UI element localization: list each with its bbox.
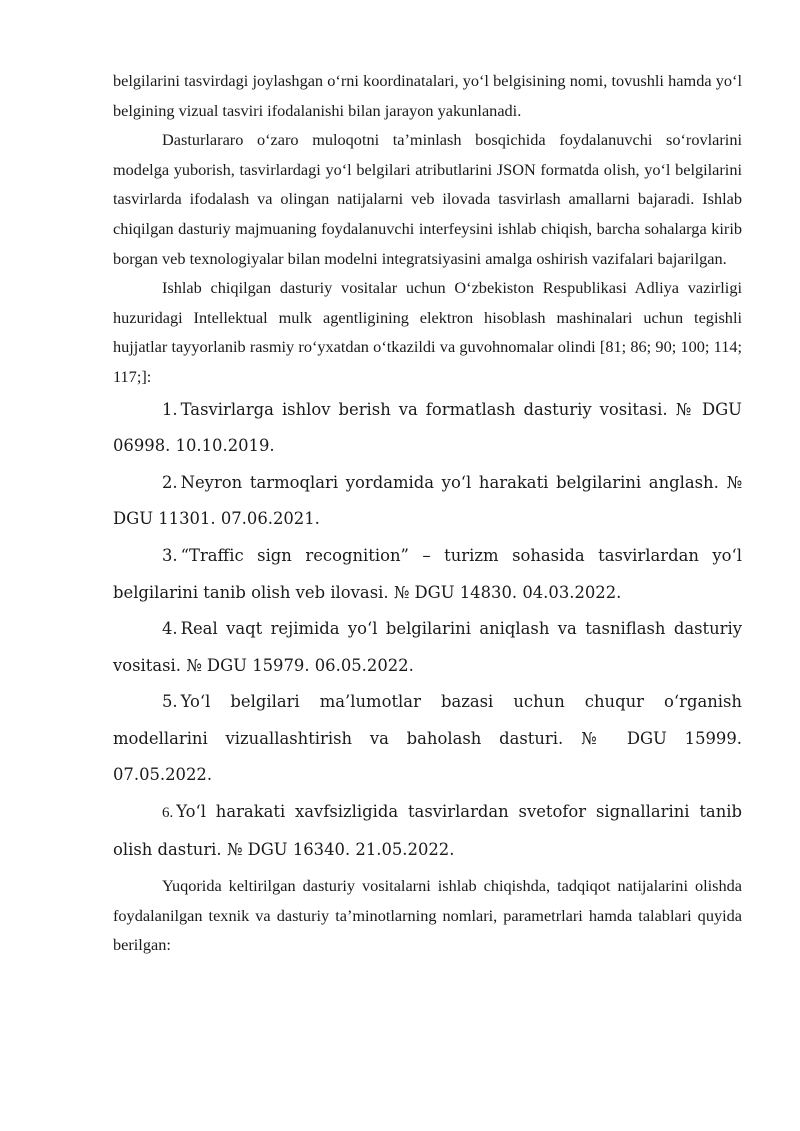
list-item [113,392,742,465]
list-item-text: Yo‘l belgilari ma’lumotlar bazasi uchun chuqur o‘rganish modellarini vizuallashtirish va baholash dasturi. № DGU 15999. 07.05.2022. [113,692,742,785]
list-item-number: 2. [162,472,178,492]
list-item [113,684,742,794]
paragraph-interaction-stage: Dasturlararo o‘zaro muloqotni ta’minlash bosqichida foydalanuvchi so‘rovlarini modelga yuborish, tasvirlardagi yo‘l belgilari atributlarini JSON formatda olish, yo‘l belgilarini tasvirlarda ifodalash va olingan natijalarni veb ilovada tasvirlash amallarni bajaradi. Ishlab chiqilgan dasturiy majmuaning foydalanuvchi interfeysini ishlab chiqish, barcha sohalarga kirib borgan veb texnologiyalar bilan modelni integratsiyasini amalga oshirish vazifalari bajarilgan. [113,130,742,268]
list-item-number: 3. [162,545,178,565]
list-item-text: Yo‘l harakati xavfsizligida tasvirlardan svetofor signallarini tanib olish dasturi. № DGU 16340. 21.05.2022. [113,802,742,859]
list-item-text: “Traffic sign recognition” – turizm sohasida tasvirlardan yo‘l belgilarini tanib olish veb ilovasi. № DGU 14830. 04.03.2022. [113,545,742,602]
list-item [113,465,742,538]
paragraph-registration: Ishlab chiqilgan dasturiy vositalar uchun O‘zbekiston Respublikasi Adliya vazirligi huzuridagi Intellektual mulk agentligining elektron hisoblash mashinalari uchun tegishli hujjatlar tayyorlanib rasmiy ro‘yxatdan o‘tkazildi va guvohnomalar olindi [81; 86; 90; 100; 114; 117;]: [113,278,742,386]
list-item-text: Neyron tarmoqlari yordamida yo‘l harakati belgilarini anglash. № DGU 11301. 07.06.2021. [113,472,742,529]
list-item [113,611,742,684]
list-item-number: 5. [162,692,178,712]
list-item-number: 1. [162,399,178,419]
list-item-number: 6. [162,805,174,822]
list-item-text: Tasvirlarga ishlov berish va formatlash dasturiy vositasi. № DGU 06998. 10.10.2019. [113,399,742,456]
list-item-text: Real vaqt rejimida yo‘l belgilarini aniqlash va tasniflash dasturiy vositasi. № DGU 15979. 06.05.2022. [113,619,742,675]
list-item-number: 4. [162,619,178,639]
list-item [113,538,742,611]
list-item [113,794,742,868]
paragraph-technical-requirements: Yuqorida keltirilgan dasturiy vositalarni ishlab chiqishda, tadqiqot natijalarini olishda foydalanilgan texnik va dasturiy ta’minotlarning nomlari, parametrlari hamda talablari quyida berilgan: [113,876,742,955]
paragraph-continuation: belgilarini tasvirdagi joylashgan o‘rni koordinatalari, yo‘l belgisining nomi, tovushli hamda yo‘l belgining vizual tasviri ifodalanishi bilan jarayon yakunlanadi. [113,71,742,120]
